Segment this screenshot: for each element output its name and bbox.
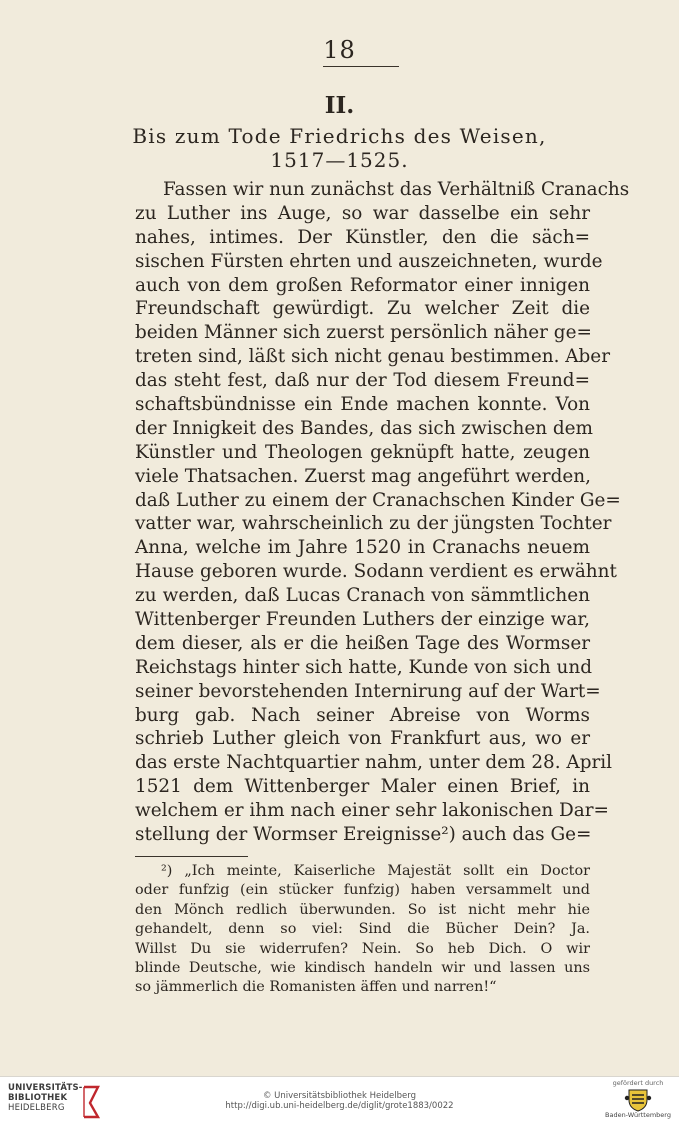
footnote-line: Willst Du sie widerrufen? Nein. So heb Dich. O wir xyxy=(135,940,590,957)
body-line: Anna, welche im Jahre 1520 in Cranachs neuem xyxy=(135,537,590,559)
body-line: Künstler und Theologen geknüpft hatte, zeugen xyxy=(135,441,590,463)
footnote xyxy=(135,862,590,998)
body-line: sischen Fürsten ehrten und auszeichneten, wurde xyxy=(135,250,603,272)
chapter-years: 1517—1525. xyxy=(270,148,409,172)
footnote-line: oder funfzig (ein stücker funfzig) haben versammelt und xyxy=(135,882,590,899)
body-line: burg gab. Nach seiner Abreise von Worms xyxy=(135,704,590,726)
body-line: der Innigkeit des Bandes, das sich zwischen dem xyxy=(135,417,593,439)
body-line: vatter war, wahrscheinlich zu der jüngsten Tochter xyxy=(135,513,612,535)
body-line: seiner bevorstehenden Internirung auf der Wart= xyxy=(135,680,601,702)
library-name-line3: HEIDELBERG xyxy=(8,1103,65,1113)
body-line: 1521 dem Wittenberger Maler einen Brief, in xyxy=(135,776,590,798)
permalink-url[interactable]: http://digi.ub.uni-heidelberg.de/diglit/grote1883/0022 xyxy=(225,1101,454,1111)
body-text xyxy=(135,178,630,847)
body-line: viele Thatsachen. Zuerst mag angeführt werden, xyxy=(135,465,591,487)
body-line: treten sind, läßt sich nicht genau bestimmen. Aber xyxy=(135,346,610,368)
body-line: Reichstags hinter sich hatte, Kunde von sich und xyxy=(135,656,593,678)
body-line: beiden Männer sich zuerst persönlich näher ge= xyxy=(135,322,592,344)
body-line: stellung der Wormser Ereignisse²) auch das Ge= xyxy=(135,824,592,846)
body-line: nahes, intimes. Der Künstler, den die säch= xyxy=(135,226,590,248)
footnote-line: blinde Deutsche, wie kindisch handeln wir und lassen uns xyxy=(135,959,590,976)
coat-of-arms-icon xyxy=(624,1088,652,1112)
viewer-footer xyxy=(0,1076,679,1127)
chapter-title: Bis zum Tode Friedrichs des Weisen, xyxy=(132,124,547,148)
library-name-line2: BIBLIOTHEK xyxy=(8,1093,68,1103)
body-line: schrieb Luther gleich von Frankfurt aus, wo er xyxy=(135,728,590,750)
funding-logo[interactable] xyxy=(603,1079,673,1125)
body-line: zu Luther ins Auge, so war dasselbe ein sehr xyxy=(135,202,590,224)
body-line: Hause geboren wurde. Sodann verdient es erwähnt xyxy=(135,561,617,583)
footnote-line: gehandelt, denn so viel: Sind die Bücher Dein? Ja. xyxy=(135,921,590,938)
body-line: Freundschaft gewürdigt. Zu welcher Zeit die xyxy=(135,298,590,320)
body-line: das steht fest, daß nur der Tod diesem Freund= xyxy=(135,370,590,392)
footnote-line: den Mönch redlich überwunden. So ist nicht mehr hie xyxy=(135,901,590,918)
chapter-number: II. xyxy=(324,92,355,119)
body-line: zu werden, daß Lucas Cranach von sämmtlichen xyxy=(135,585,590,607)
body-line: Wittenberger Freunden Luthers der einzige war, xyxy=(135,609,590,631)
page-number-rule xyxy=(323,66,399,67)
body-line: schaftsbündnisse ein Ende machen konnte. Von xyxy=(135,394,590,416)
body-line: daß Luther zu einem der Cranachschen Kinder Ge= xyxy=(135,489,621,511)
library-name-line1: UNIVERSITÄTS- xyxy=(8,1083,83,1093)
footnote-rule xyxy=(135,856,248,857)
funding-name: Baden-Württemberg xyxy=(605,1111,671,1119)
footnote-line: ²) „Ich meinte, Kaiserliche Majestät sollt ein Doctor xyxy=(161,863,590,879)
body-line: auch von dem großen Reformator einer innigen xyxy=(135,274,590,296)
body-line: das erste Nachtquartier nahm, unter dem 28. April xyxy=(135,752,613,774)
funding-label: gefördert durch xyxy=(612,1079,664,1087)
body-line: dem dieser, als er die heißen Tage des Wormser xyxy=(135,632,590,654)
body-line: Fassen wir nun zunächst das Verhältniß Cranachs xyxy=(163,179,630,200)
page-number: 18 xyxy=(323,36,356,64)
body-line: welchem er ihm nach einer sehr lakonischen Dar= xyxy=(135,800,609,822)
footnote-line: so jämmerlich die Romanisten äffen und narren!“ xyxy=(135,979,497,996)
copyright-notice: © Universitätsbibliothek Heidelberg xyxy=(262,1091,416,1101)
